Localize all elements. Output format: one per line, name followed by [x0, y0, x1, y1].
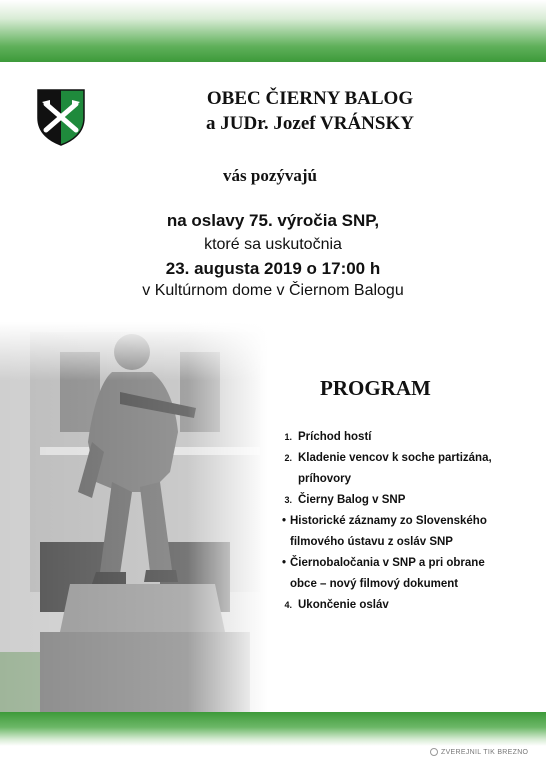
- program-item: [272, 595, 512, 616]
- event-title: na oslavy 75. výročia SNP,: [166, 211, 380, 230]
- publisher-logo-icon: [430, 748, 438, 756]
- program-item-text: Príchod hostí: [298, 431, 372, 443]
- program-list: [272, 427, 512, 616]
- program-subitem-continuation: filmového ústavu z osláv SNP: [290, 536, 453, 548]
- program-item-text: Ukončenie osláv: [298, 599, 389, 611]
- program-subitem-text: Historické záznamy zo Slovenského: [290, 515, 487, 527]
- publisher-text: ZVEREJNIL TIK BREZNO: [441, 748, 529, 756]
- header-title-person: a JUDr. Jozef VRÁNSKY: [206, 113, 414, 134]
- event-venue: v Kultúrnom dome v Čiernom Balogu: [142, 282, 404, 299]
- bullet-icon: •: [282, 515, 287, 527]
- program-subitem: [272, 553, 512, 574]
- program-item-number: 1.: [284, 432, 292, 442]
- program-item: [272, 490, 512, 511]
- bottom-green-band: [0, 712, 546, 746]
- event-date: 23. augusta 2019 o 17:00 h: [165, 259, 381, 278]
- event-subtitle: ktoré sa uskutočnia: [204, 236, 342, 253]
- program-item-text: Čierny Balog v SNP: [298, 494, 406, 506]
- bullet-icon: •: [282, 557, 287, 569]
- program-item-number: 3.: [284, 495, 292, 505]
- program-subitem: [272, 511, 512, 532]
- program-item-continuation: príhovory: [298, 473, 352, 485]
- top-green-band: [0, 0, 546, 62]
- program-title: PROGRAM: [320, 376, 431, 400]
- partisan-statue-photo: [0, 322, 268, 712]
- publisher-footer: [430, 748, 528, 756]
- program-subitem-text: Čiernobaločania v SNP a pri obrane: [290, 557, 485, 569]
- program-item-number: 2.: [284, 453, 292, 463]
- program-item-number: 4.: [284, 600, 292, 610]
- coat-of-arms-icon: [36, 88, 86, 146]
- program-subitem-continuation: obce – nový filmový dokument: [290, 578, 459, 590]
- invite-text: vás pozývajú: [223, 166, 317, 185]
- program-item: [272, 448, 512, 469]
- header-title-municipality: OBEC ČIERNY BALOG: [206, 88, 414, 109]
- program-item-text: Kladenie vencov k soche partizána,: [298, 452, 492, 464]
- program-item: [272, 427, 512, 448]
